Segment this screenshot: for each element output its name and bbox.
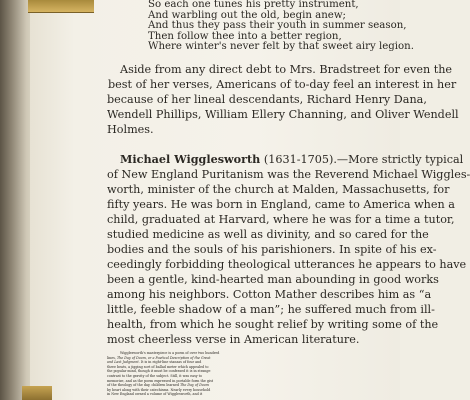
heading-dates: (1631-1705). [263, 153, 337, 166]
paragraph-line: among his neighbors. Cotton Mather describes him as “a [107, 288, 432, 301]
poem-line: And thus they pass their youth in summer season, [148, 20, 407, 31]
poem-line: Then follow thee into a better region, [148, 31, 342, 42]
paragraph-line: Aside from any direct debt to Mrs. Bradstreet for even the [120, 63, 453, 76]
text-span: of the theology of the day, children learned [107, 383, 181, 388]
paragraph-line [107, 384, 209, 387]
paragraph-line: health, from which he sought relief by writing some of the [107, 318, 439, 331]
heading-continuation: —More strictly typical [336, 153, 464, 166]
paragraph-line: most cheerless verse in American literature. [107, 333, 360, 346]
book-title-italic: The Day of Doom, or a Poetical Description of the Great [116, 355, 211, 360]
paragraph-line: memorize, and as the poem expressed in portable form the gist [107, 378, 214, 383]
book-title-italic: and Last Judgment. [107, 360, 140, 365]
paragraph-line: best of her verses, Americans of to-day feel an interest in her [108, 78, 457, 91]
paragraph-line: by heart along with their catechisms. Nearly every household [107, 387, 211, 392]
paragraph-line: Wigglesworth's masterpiece is a poem of over two hundred [120, 351, 220, 355]
brass-clip-bottom [22, 386, 52, 400]
poem-line: Where winter's never felt by that sweet airy legion. [148, 41, 414, 52]
paragraph-line: bodies and the souls of his parishioners. In spite of his ex- [107, 243, 437, 256]
paragraph-line: studied medicine as well as divinity, and so cared for the [107, 228, 429, 241]
paragraph-line: worth, minister of the church at Malden, Massachusetts, for [107, 183, 450, 196]
brass-clip-top [28, 0, 94, 13]
heading-name: Michael Wigglesworth [120, 152, 261, 166]
paragraph-line: child, graduated at Harvard, where he was for a time a tutor, [107, 213, 455, 226]
text-span: lines, [107, 355, 117, 360]
poem-line: So each one tunes his pretty instrument, [148, 0, 359, 10]
paragraph-line: ceedingly forbidding theological utterances he appears to have [107, 258, 467, 271]
paragraph-line: been a gentle, kind-hearted man abounding in good works [107, 273, 439, 286]
paragraph-line: because of her lineal descendants, Richard Henry Dana, [107, 93, 427, 106]
paragraph-line: Wendell Phillips, William Ellery Channing, and Oliver Wendell [107, 108, 459, 121]
paragraph-line: three beats, a jigging sort of ballad meter which appealed to [107, 364, 209, 369]
book-title-italic: The Day of Doom [180, 383, 209, 388]
poem-line: And warbling out the old, begin anew; [148, 10, 346, 21]
paragraph-line: contrast to the gravity of the subject. Still, it was easy to [107, 374, 202, 378]
paragraph-line: the popular mind, though it must be confessed it is in strange [107, 369, 211, 374]
paragraph-line: little, feeble shadow of a man”; he suffered much from ill- [107, 303, 435, 316]
paragraph-line: fifty years. He was born in England, came to America when a [107, 198, 455, 211]
text-span: It is in eight-line stanzas of four and [139, 360, 202, 365]
paragraph-line: in New England owned a volume of Wigglesworth, and it [107, 392, 203, 397]
section-heading [120, 154, 463, 165]
paragraph-line [107, 361, 201, 364]
paragraph-line: Holmes. [107, 123, 154, 136]
paragraph-line: of New England Puritanism was the Reverend Michael Wiggles- [107, 168, 470, 181]
